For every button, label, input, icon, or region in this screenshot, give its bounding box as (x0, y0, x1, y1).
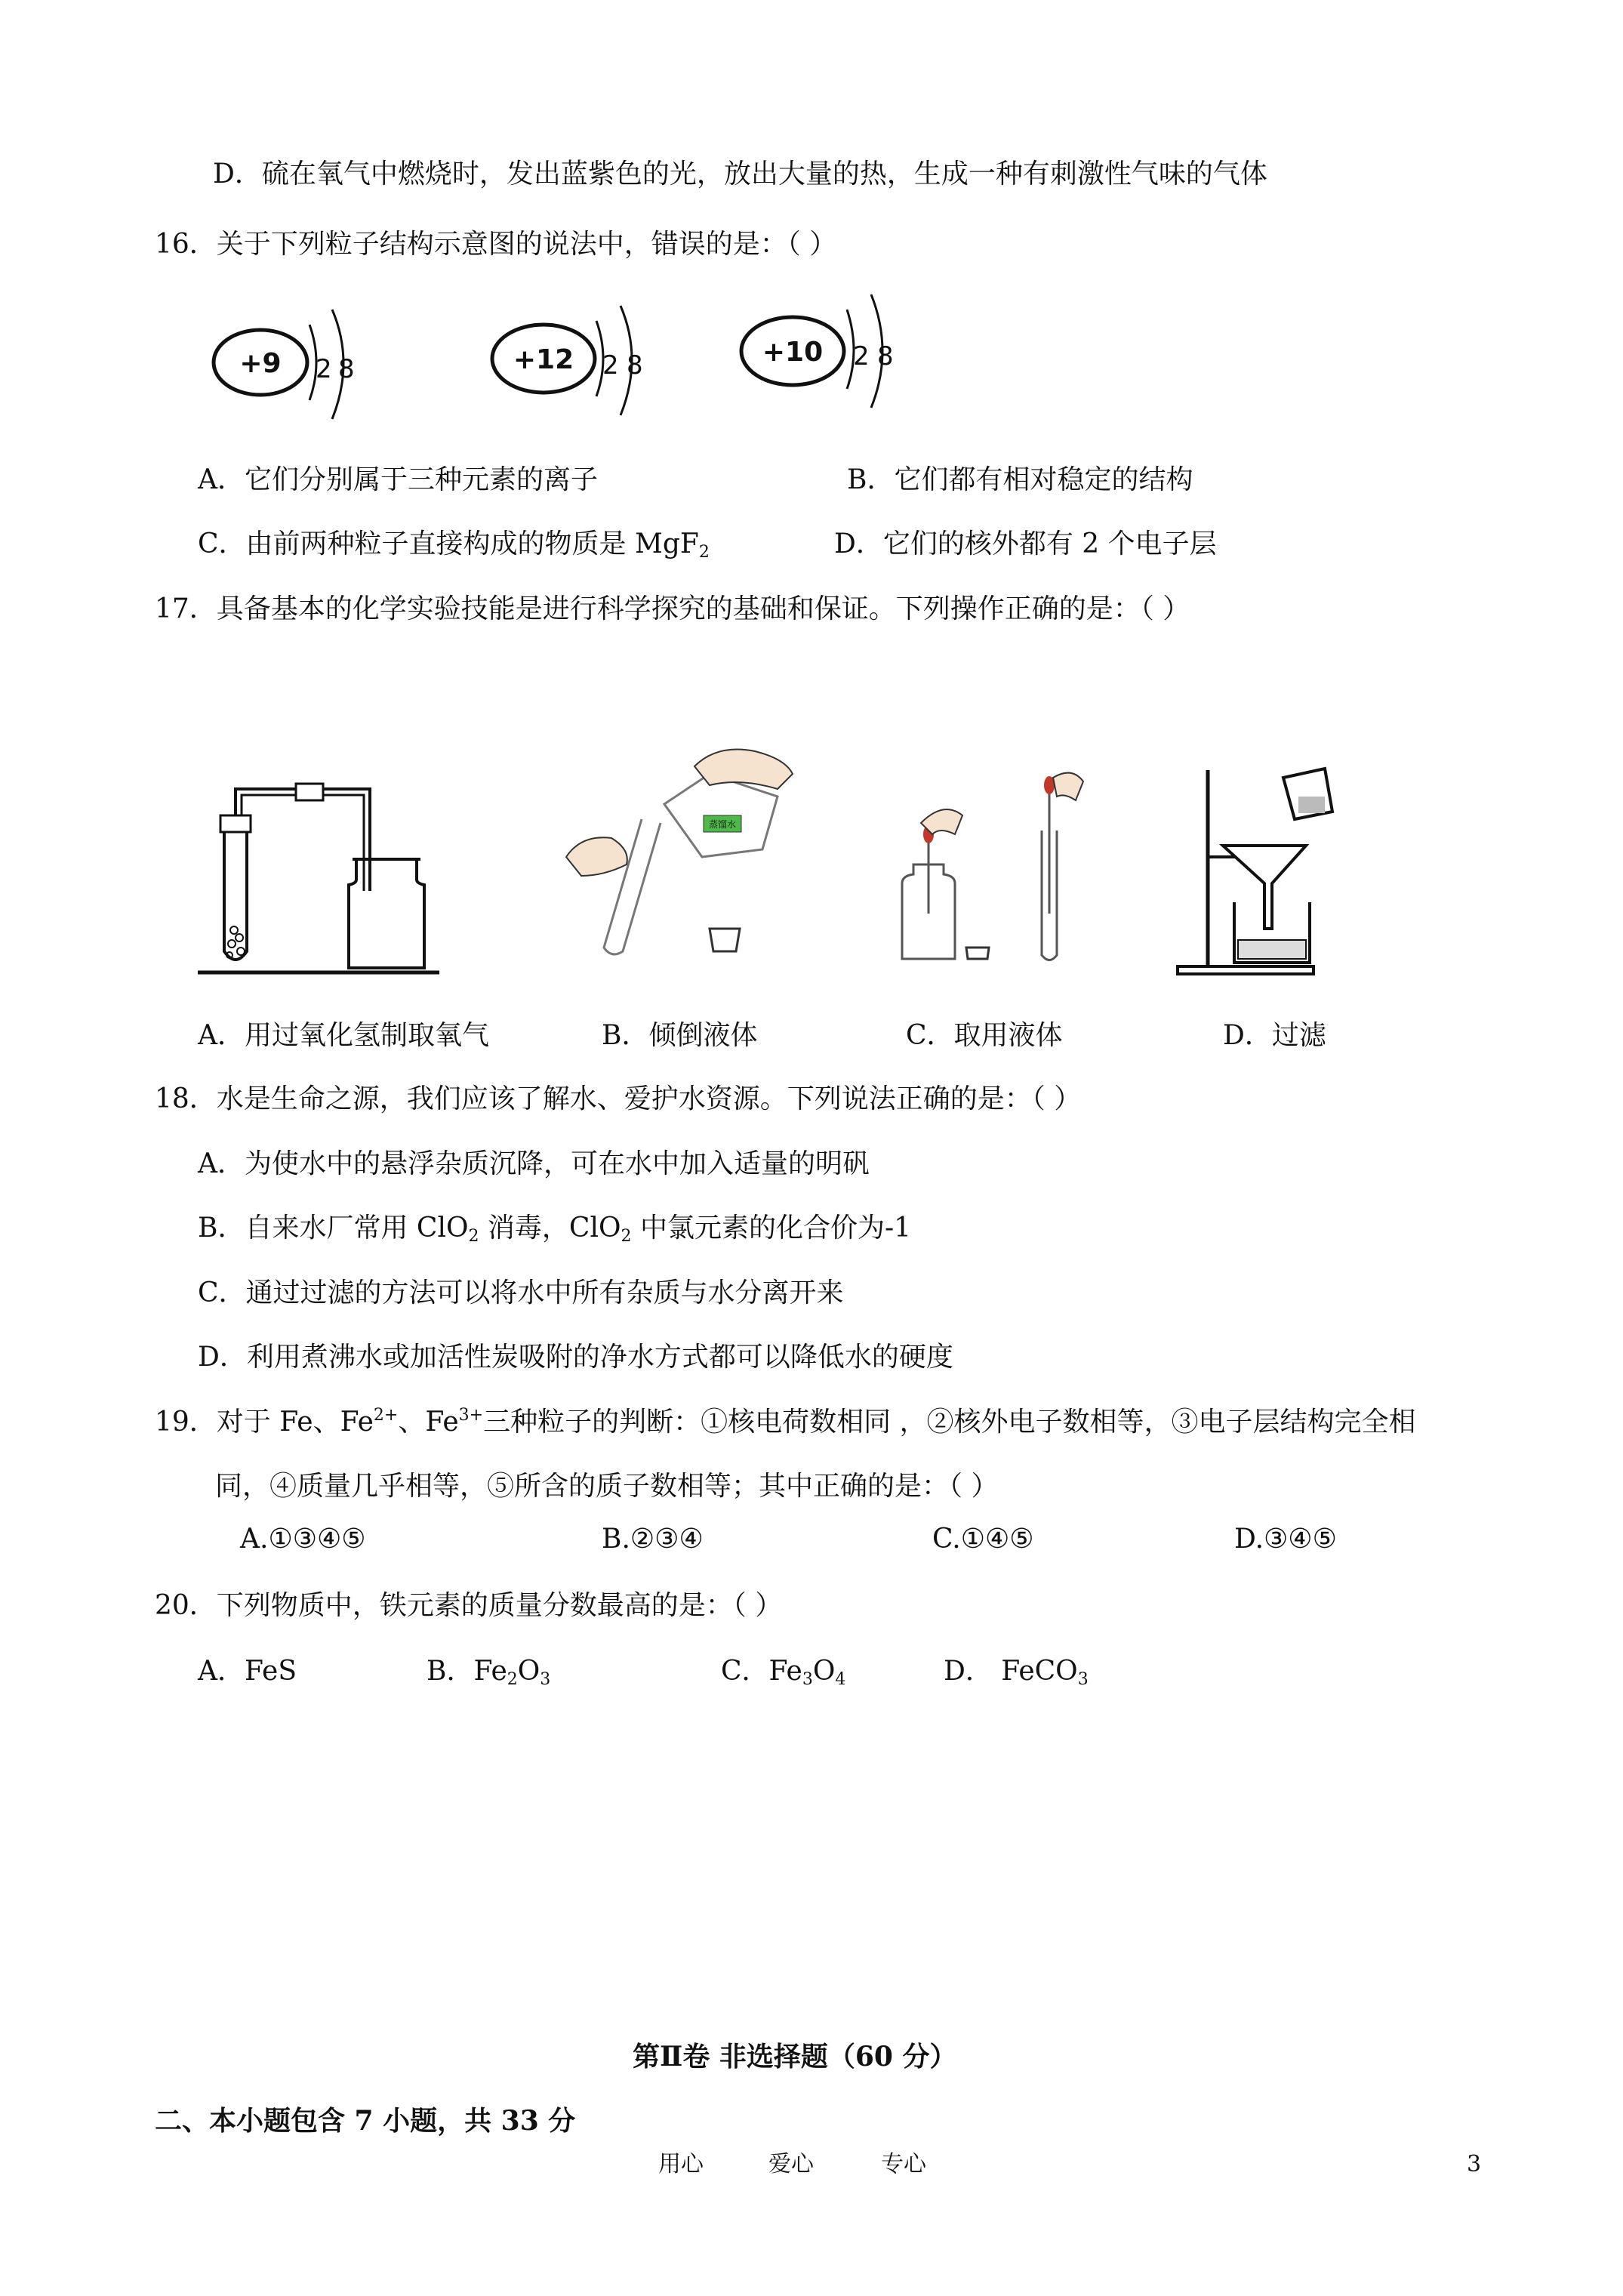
atom-diagram-2 (483, 298, 664, 434)
q18-stem: 18．水是生命之源，我们应该了解水、爱护水资源。下列说法正确的是：（ ） (155, 1083, 1082, 1114)
section-2-subtitle: 二、本小题包含 7 小题，共 33 分 (155, 2105, 576, 2137)
q16-option-d: D．它们的核外都有 2 个电子层 (834, 529, 1217, 559)
atom-2-shell-1: 2 (602, 350, 619, 381)
footer-motto-2: 爱心 (768, 2151, 814, 2177)
q20-stem: 20．下列物质中，铁元素的质量分数最高的是：（ ） (155, 1590, 783, 1621)
q16-stem: 16．关于下列粒子结构示意图的说法中，错误的是：（ ） (155, 229, 837, 260)
atom-diagram-3 (732, 287, 913, 423)
section-2-title: 第Ⅱ卷 非选择题（60 分） (633, 2041, 957, 2073)
q18-option-a: A．为使水中的悬浮杂质沉降，可在水中加入适量的明矾 (198, 1148, 870, 1179)
q19-stem-line-1: 19．对于 Fe、$Fe^{2+}$、$Fe^{3+}$三种粒子的判断：①核电荷数相同 ，②核外电子数相等，③电子层结构完全相 (155, 1406, 1416, 1438)
q17-option-d: D．过滤 (1223, 1020, 1326, 1051)
atom-1-nucleus: +9 (239, 348, 282, 379)
apparatus-b-pouring-liquid (559, 744, 800, 970)
bottle-label: 蒸馏水 (708, 819, 737, 830)
atom-3-shell-1: 2 (853, 341, 870, 371)
apparatus-c-dropper-use (891, 763, 1132, 966)
q19-option-c: C.①④⑤ (932, 1524, 1034, 1555)
q19-option-b: B.②③④ (602, 1524, 704, 1555)
q17-option-b: B．倾倒液体 (602, 1020, 758, 1051)
q17-option-c: C．取用液体 (906, 1020, 1063, 1051)
page-number: 3 (1467, 2151, 1482, 2177)
q18-option-b: B．自来水厂常用 ClO$_2$ 消毒，ClO$_2$ 中氯元素的化合价为-1 (198, 1213, 912, 1246)
atom-1-shell-1: 2 (316, 354, 332, 384)
atom-1-shell-2: 8 (338, 354, 355, 384)
q16-option-a: A．它们分别属于三种元素的离子 (198, 464, 598, 495)
q16-option-b: B．它们都有相对稳定的结构 (847, 464, 1193, 495)
q17-option-a: A．用过氧化氢制取氧气 (198, 1020, 489, 1051)
q19-stem-line-2: 同，④质量几乎相等，⑤所含的质子数相等；其中正确的是：（ ） (215, 1471, 999, 1502)
apparatus-d-filtration (1178, 755, 1344, 982)
q18-option-d: D．利用煮沸水或加活性炭吸附的净水方式都可以降低水的硬度 (198, 1342, 953, 1373)
atom-2-nucleus: +12 (513, 344, 574, 375)
q16-option-c: C．由前两种粒子直接构成的物质是 MgF$_2$ (198, 529, 710, 562)
q15-option-d: D．硫在氧气中燃烧时，发出蓝紫色的光，放出大量的热，生成一种有刺激性气味的气体 (213, 159, 1267, 190)
q20-option-d: D． FeCO$_3$ (944, 1656, 1089, 1689)
atom-2-shell-2: 8 (627, 350, 643, 381)
q19-option-a: A.①③④⑤ (240, 1524, 366, 1555)
q17-stem: 17．具备基本的化学实验技能是进行科学探究的基础和保证。下列操作正确的是：（ ） (155, 593, 1190, 624)
q20-option-c: C．$Fe_3O_4$ (721, 1656, 846, 1689)
q19-option-d: D.③④⑤ (1234, 1524, 1337, 1555)
footer-motto-1: 用心 (658, 2151, 704, 2177)
atom-diagram-1 (204, 298, 377, 434)
atom-3-shell-2: 8 (877, 341, 894, 371)
q20-option-a: A．FeS (198, 1656, 297, 1687)
q18-option-c: C．通过过滤的方法可以将水中所有杂质与水分离开来 (198, 1277, 844, 1308)
q20-option-b: B．$Fe_2O_3$ (427, 1656, 551, 1689)
footer-motto-3: 专心 (881, 2151, 926, 2177)
apparatus-a-oxygen-generation (198, 770, 454, 982)
atom-3-nucleus: +10 (762, 337, 824, 368)
